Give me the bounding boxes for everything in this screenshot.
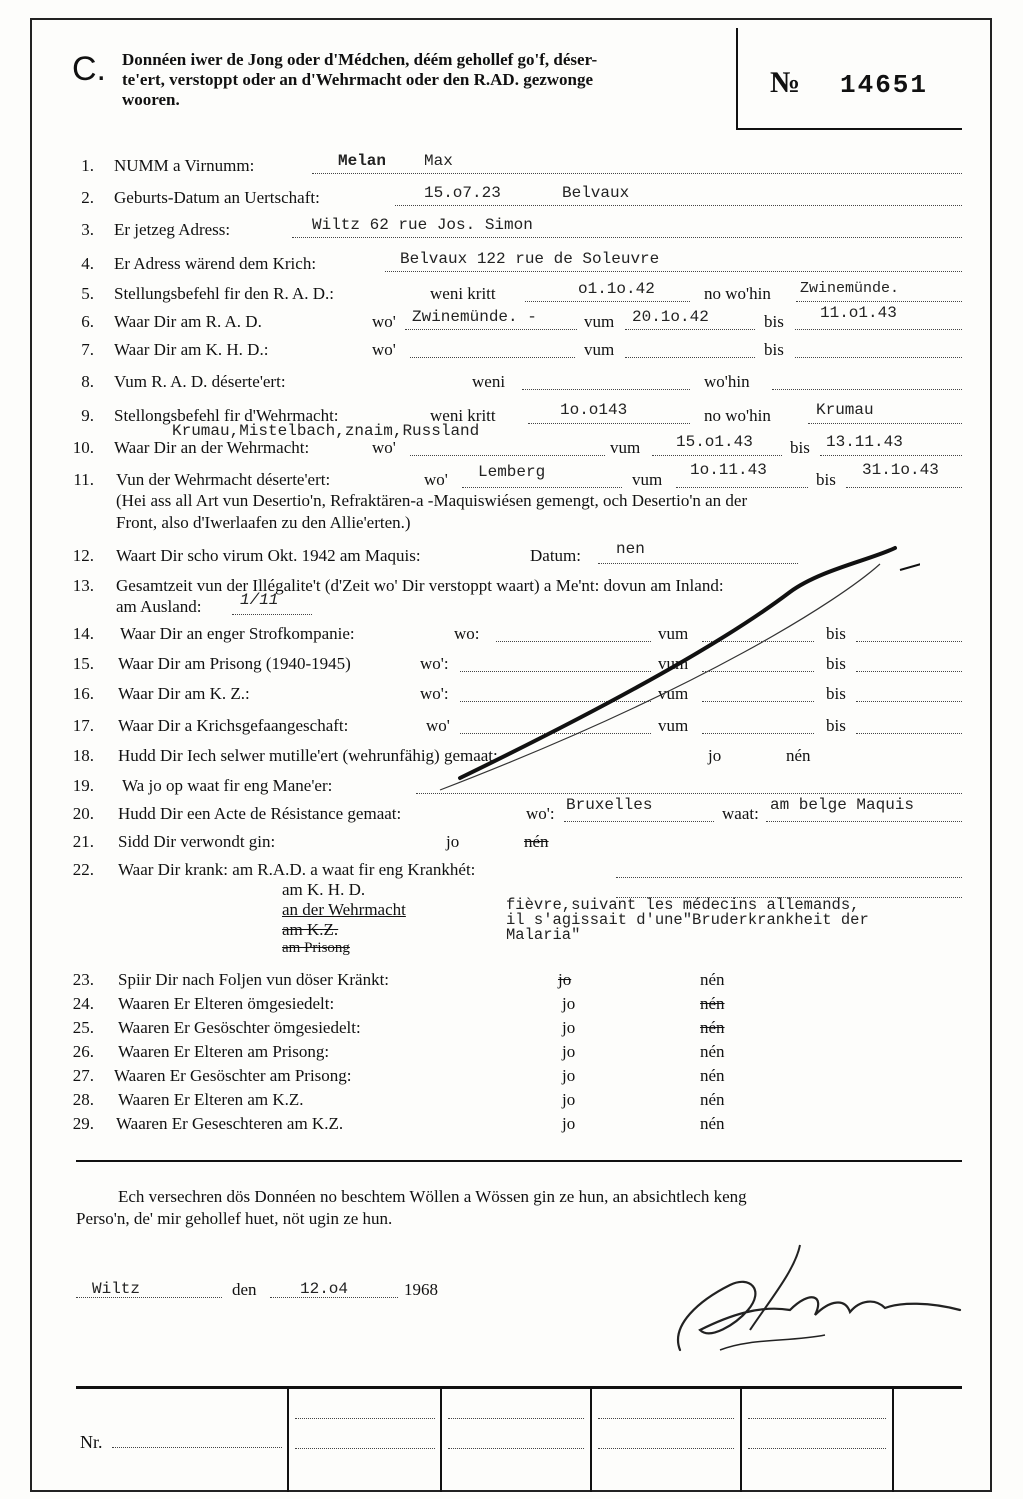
footer-line (448, 1448, 584, 1449)
wo-line (410, 455, 605, 456)
desert-place-value[interactable]: Lemberg (478, 463, 546, 481)
bis-label: bis (790, 438, 810, 457)
where-label: no wo'hin (704, 406, 771, 425)
wehrmacht-label: Waar Dir an der Wehrmacht: (114, 438, 310, 457)
resistance-place-value[interactable]: Bruxelles (566, 796, 653, 814)
penal-company-label: Waar Dir an enger Strofkompanie: (120, 624, 355, 643)
rad-desert-label: Vum R. A. D. déserte'ert: (114, 372, 286, 391)
waat-label: waat: (722, 804, 759, 823)
where-label: no wo'hin (704, 284, 771, 303)
rad-order-date-value[interactable]: o1.1o.42 (578, 280, 655, 298)
footer-col (287, 1389, 289, 1492)
bis-line (846, 487, 962, 488)
when-label: weni kritt (430, 406, 496, 425)
illness-label: Waar Dir krank: am R.A.D. a waat fir eng Krankhét: (118, 860, 476, 879)
bis-label: bis (826, 716, 846, 735)
row-number: 25. (72, 1018, 94, 1037)
header-title-line: wooren. (122, 90, 180, 109)
declaration-line: Ech versechren dös Donnéen no beschtem Wöllen a Wössen gin ze hun, an absichtlech keng (118, 1187, 747, 1206)
wo-label: wo': (420, 684, 449, 703)
when-line (522, 389, 690, 390)
row-number: 29. (72, 1114, 94, 1133)
vum-line (625, 329, 755, 330)
vum-line (652, 455, 782, 456)
birth-label: Geburts-Datum an Uertschaft: (114, 188, 320, 207)
date-label: Datum: (530, 546, 581, 565)
wo-line (462, 487, 622, 488)
illness-kz: am K.Z. (282, 920, 339, 939)
jo-option[interactable]: jo (562, 1114, 576, 1133)
footer-col (892, 1389, 894, 1492)
vum-label: vum (658, 654, 689, 673)
declaration (76, 1186, 747, 1230)
bis-label: bis (764, 340, 784, 359)
footer-line (598, 1418, 734, 1419)
resistance-label: Hudd Dir een Acte de Résistance gemaat: (118, 804, 402, 823)
illness-description[interactable] (506, 898, 869, 943)
when-label: weni (472, 372, 506, 391)
vum-label: vum (658, 684, 689, 703)
when-label: weni kritt (430, 284, 496, 303)
footer-line (748, 1418, 886, 1419)
bis-line (795, 329, 962, 330)
maquis-label: Waart Dir scho virum Okt. 1942 am Maquis: (116, 546, 421, 565)
row-number: 21. (72, 832, 94, 851)
vum-label: vum (632, 470, 663, 489)
jo-option[interactable]: jo (558, 970, 572, 989)
address-value[interactable]: Wiltz 62 rue Jos. Simon (312, 216, 533, 234)
where-line (796, 301, 962, 302)
wounded-label: Sidd Dir verwondt gin: (118, 832, 276, 851)
vum-label: vum (584, 312, 615, 331)
row-number: 6. (81, 312, 94, 331)
surname-value[interactable]: Melan (338, 152, 387, 170)
row-number: 28. (72, 1090, 94, 1109)
row-number: 27. (72, 1066, 94, 1085)
war-address-line (385, 271, 962, 272)
footer-top-rule (76, 1386, 962, 1389)
name-label: NUMM a Virnumm: (114, 156, 255, 175)
desertion-note (116, 490, 747, 534)
bis-line (795, 357, 962, 358)
wo-label: wo: (454, 624, 480, 643)
desertion-note-line: (Hei ass all Art vun Desertio'n, Refraktären-a -Maquiswiésen gemengt, och Desertio'n an der (116, 491, 748, 510)
footer-col (740, 1389, 742, 1492)
row-number: 10. (72, 438, 94, 457)
wo-label: wo' (424, 470, 448, 489)
form-number: 14651 (840, 70, 929, 100)
yesno-label: Waaren Er Elteren ömgesiedelt: (118, 994, 335, 1013)
nen-option[interactable]: nén (700, 970, 725, 989)
kz-label: Waar Dir am K. Z.: (118, 684, 250, 703)
row-number: 24. (72, 994, 94, 1013)
resistance-act-value[interactable]: am belge Maquis (770, 796, 915, 814)
rad-from-value[interactable]: 20.1o.42 (632, 308, 709, 326)
jo-option[interactable]: jo (708, 746, 722, 765)
address-line (292, 237, 962, 238)
bis-label: bis (826, 684, 846, 703)
wo-label: wo' (426, 716, 450, 735)
row-number: 11. (73, 470, 94, 489)
abroad-value[interactable]: 1/11 (240, 591, 279, 609)
illness-line (616, 877, 962, 878)
yesno-label: Waaren Er Geseschteren am K.Z. (116, 1114, 344, 1133)
row-number: 13. (72, 576, 94, 595)
footer-nr-label: Nr. (80, 1432, 103, 1452)
wo-line (410, 357, 575, 358)
bis-label: bis (826, 654, 846, 673)
cancellation-stroke (400, 540, 920, 800)
number-symbol: № (770, 66, 801, 99)
footer-line (295, 1418, 435, 1419)
header-divider-vertical (736, 28, 738, 128)
header-title-line: Donnéen iwer de Jong oder d'Médchen, déém gehollef go'f, déser- (122, 50, 598, 69)
illegal-time-label: Gesamtzeit vun der Illégalite't (d'Zeit wo' Dir verstoppt waart) a Me'nt: dovun am Inland: (116, 576, 724, 595)
when-line (525, 301, 690, 302)
khd-label: Waar Dir am K. H. D.: (114, 340, 269, 359)
wo-line (564, 821, 714, 822)
nen-option[interactable]: nén (700, 1114, 725, 1133)
vum-line (676, 487, 808, 488)
den-label: den (232, 1280, 257, 1299)
wehrmacht-to-value[interactable]: 13.11.43 (826, 433, 903, 451)
vum-label: vum (584, 340, 615, 359)
wehrmacht-desert-label: Vun der Wehrmacht déserte'ert: (116, 470, 331, 489)
jo-option[interactable]: jo (562, 1018, 576, 1037)
illness-description-line: fièvre,suivant les médecins allemands, (506, 896, 860, 914)
where-line (808, 423, 962, 424)
footer-nr-line (112, 1447, 282, 1448)
wo-line (405, 329, 577, 330)
footer-line (295, 1448, 435, 1449)
year-label: 1968 (404, 1280, 438, 1299)
row-number: 3. (81, 220, 94, 239)
bis-label: bis (816, 470, 836, 489)
row-number: 2. (81, 188, 94, 207)
row-number: 22. (72, 860, 94, 879)
birth-date-value[interactable]: 15.o7.23 (424, 184, 501, 202)
nen-option[interactable]: nén (700, 1042, 725, 1061)
abroad-line (232, 614, 312, 615)
address-label: Er jetzeg Adress: (114, 220, 231, 239)
wehrmacht-order-date-value[interactable]: 1o.o143 (560, 401, 628, 419)
illness-description-line: il s'agissait d'une"Bruderkrankheit der (506, 911, 869, 929)
declaration-line: Perso'n, de' mir gehollef huet, nöt ugin ze hun. (76, 1209, 393, 1228)
section-letter: C. (72, 50, 106, 88)
rad-order-place-value[interactable]: Zwinemünde. (800, 280, 900, 297)
yesno-label: Waaren Er Gesöschter am Prisong: (114, 1066, 352, 1085)
rad-order-label: Stellungsbefehl fir den R. A. D.: (114, 284, 335, 303)
wo-label: wo' (372, 340, 396, 359)
maquis-date-value[interactable]: nen (616, 540, 645, 558)
place-value[interactable]: Wiltz (92, 1280, 141, 1298)
footer-line (748, 1448, 886, 1449)
illness-description-line: Malaria" (506, 926, 581, 944)
bis-label: bis (826, 624, 846, 643)
yesno-label: Waaren Er Elteren am K.Z. (118, 1090, 304, 1109)
name-line (312, 173, 962, 174)
row-number: 9. (81, 406, 94, 425)
wo-label: wo' (372, 312, 396, 331)
jo-option[interactable]: jo (562, 1042, 576, 1061)
where-line (772, 389, 962, 390)
bis-line (820, 455, 962, 456)
illness-khd: am K. H. D. (282, 880, 366, 899)
wehrmacht-places-value[interactable]: Krumau,Mistelbach,znaim,Russland (172, 422, 480, 440)
header-title (122, 50, 597, 110)
birth-line (395, 205, 962, 206)
vum-line (625, 357, 755, 358)
yesno-label: Spiir Dir nach Foljen vun döser Kränkt: (118, 970, 390, 989)
where-label: wo'hin (704, 372, 750, 391)
section-divider (76, 1160, 962, 1162)
nen-option[interactable]: nén (700, 1018, 725, 1037)
vum-label: vum (658, 624, 689, 643)
when-line (528, 423, 690, 424)
manner-label: Wa jo op waat fir eng Mane'er: (122, 776, 333, 795)
row-number: 17. (72, 716, 94, 735)
desertion-note-line: Front, also d'Iwerlaafen zu den Allie'erten.) (116, 513, 411, 532)
wo-label: wo': (420, 654, 449, 673)
wehrmacht-order-label: Stellongsbefehl fir d'Wehrmacht: (114, 406, 339, 425)
footer-line (448, 1418, 584, 1419)
header-title-line: te'ert, verstoppt oder an d'Wehrmacht oder den R.AD. gezwonge (122, 70, 594, 89)
row-number: 7. (81, 340, 94, 359)
row-number: 16. (72, 684, 94, 703)
nen-option[interactable]: nén (786, 746, 811, 765)
jo-option[interactable]: jo (562, 1066, 576, 1085)
jo-option[interactable]: jo (446, 832, 460, 851)
row-number: 12. (72, 546, 94, 565)
row-number: 26. (72, 1042, 94, 1061)
birth-place-value[interactable]: Belvaux (562, 184, 630, 202)
nen-option[interactable]: nén (700, 994, 725, 1013)
illness-prison: am Prisong (282, 940, 350, 956)
yesno-label: Waaren Er Gesöschter ömgesiedelt: (118, 1018, 361, 1037)
rad-label: Waar Dir am R. A. D. (114, 312, 262, 331)
wo-label: wo': (526, 804, 555, 823)
row-number: 15. (72, 654, 94, 673)
row-number: 8. (81, 372, 94, 391)
nen-option[interactable]: nén (700, 1090, 725, 1109)
footer-col (590, 1389, 592, 1492)
date-value[interactable]: 12.o4 (300, 1280, 349, 1298)
jo-option[interactable]: jo (562, 994, 576, 1013)
war-address-label: Er Adress wärend dem Krich: (114, 254, 317, 273)
abroad-label: am Ausland: (116, 597, 202, 616)
footer-col (440, 1389, 442, 1492)
row-number: 23. (72, 970, 94, 989)
prison-label: Waar Dir am Prisong (1940-1945) (118, 654, 351, 673)
wo-label: wo' (372, 438, 396, 457)
rad-to-value[interactable]: 11.o1.43 (820, 304, 897, 322)
footer-line (598, 1448, 734, 1449)
bis-label: bis (764, 312, 784, 331)
row-number: 18. (72, 746, 94, 765)
desert-from-value[interactable]: 1o.11.43 (690, 461, 767, 479)
nen-option[interactable]: nén (524, 832, 549, 851)
wehrmacht-order-place-value[interactable]: Krumau (816, 401, 874, 419)
desert-to-value[interactable]: 31.1o.43 (862, 461, 939, 479)
mutilation-label: Hudd Dir Iech selwer mutille'ert (wehrunfähig) gemaat: (118, 746, 498, 765)
row-number: 20. (72, 804, 94, 823)
signature (660, 1230, 970, 1380)
row-number: 19. (72, 776, 94, 795)
row-number: 14. (72, 624, 94, 643)
row-number: 5. (81, 284, 94, 303)
firstname-value[interactable]: Max (424, 152, 453, 170)
row-number: 4. (81, 254, 94, 273)
rad-place-value[interactable]: Zwinemünde. - (412, 308, 537, 326)
waat-line (766, 821, 962, 822)
row-number: 1. (81, 156, 94, 175)
vum-label: vum (658, 716, 689, 735)
vum-label: vum (610, 438, 641, 457)
pow-label: Waar Dir a Krichsgefaangeschaft: (118, 716, 349, 735)
header-divider-horizontal (736, 128, 962, 130)
war-address-value[interactable]: Belvaux 122 rue de Soleuvre (400, 250, 660, 268)
illness-wehrmacht: an der Wehrmacht (282, 900, 406, 919)
nen-option[interactable]: nén (700, 1066, 725, 1085)
yesno-label: Waaren Er Elteren am Prisong: (118, 1042, 330, 1061)
wehrmacht-from-value[interactable]: 15.o1.43 (676, 433, 753, 451)
jo-option[interactable]: jo (562, 1090, 576, 1109)
